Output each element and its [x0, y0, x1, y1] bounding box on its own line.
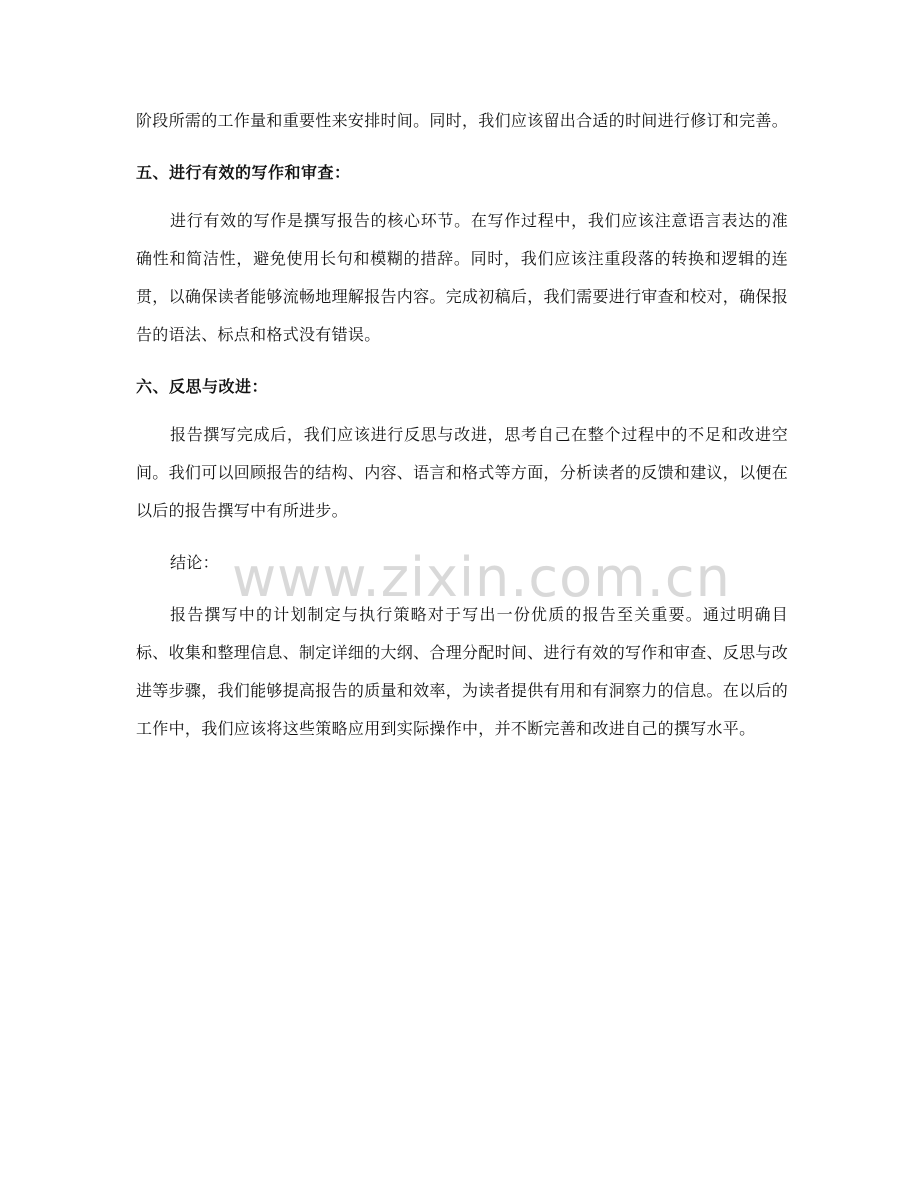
intro-paragraph: 阶段所需的工作量和重要性来安排时间。同时，我们应该留出合适的时间进行修订和完善。: [136, 111, 789, 130]
section-5-paragraph: 进行有效的写作是撰写报告的核心环节。在写作过程中，我们应该注意语言表达的准确性和简洁性，避免使用长句和模糊的措辞。同时，我们应该注重段落的转换和逻辑的连贯，以确保读者能够流畅地理解报告内容。完成初稿后，我们需要进行审查和校对，确保报告的语法、标点和格式没有错误。: [136, 211, 789, 344]
document-body: [136, 102, 788, 748]
conclusion-label: 结论：: [170, 553, 219, 572]
section-5-heading: 五、进行有效的写作和审查：: [136, 163, 351, 182]
conclusion-paragraph: 报告撰写中的计划制定与执行策略对于写出一份优质的报告至关重要。通过明确目标、收集和整理信息、制定详细的大纲、合理分配时间、进行有效的写作和审查、反思与改进等步骤，我们能够提高报告的质量和效率，为读者提供有用和有洞察力的信息。在以后的工作中，我们应该将这些策略应用到实际操作中，并不断完善和改进自己的撰写水平。: [136, 605, 789, 738]
watermark-text: www.zixin.com.cn: [232, 546, 731, 609]
section-6-paragraph: 报告撰写完成后，我们应该进行反思与改进，思考自己在整个过程中的不足和改进空间。我们可以回顾报告的结构、内容、语言和格式等方面，分析读者的反馈和建议，以便在以后的报告撰写中有所进步。: [136, 425, 789, 520]
section-6-heading: 六、反思与改进：: [136, 377, 269, 396]
